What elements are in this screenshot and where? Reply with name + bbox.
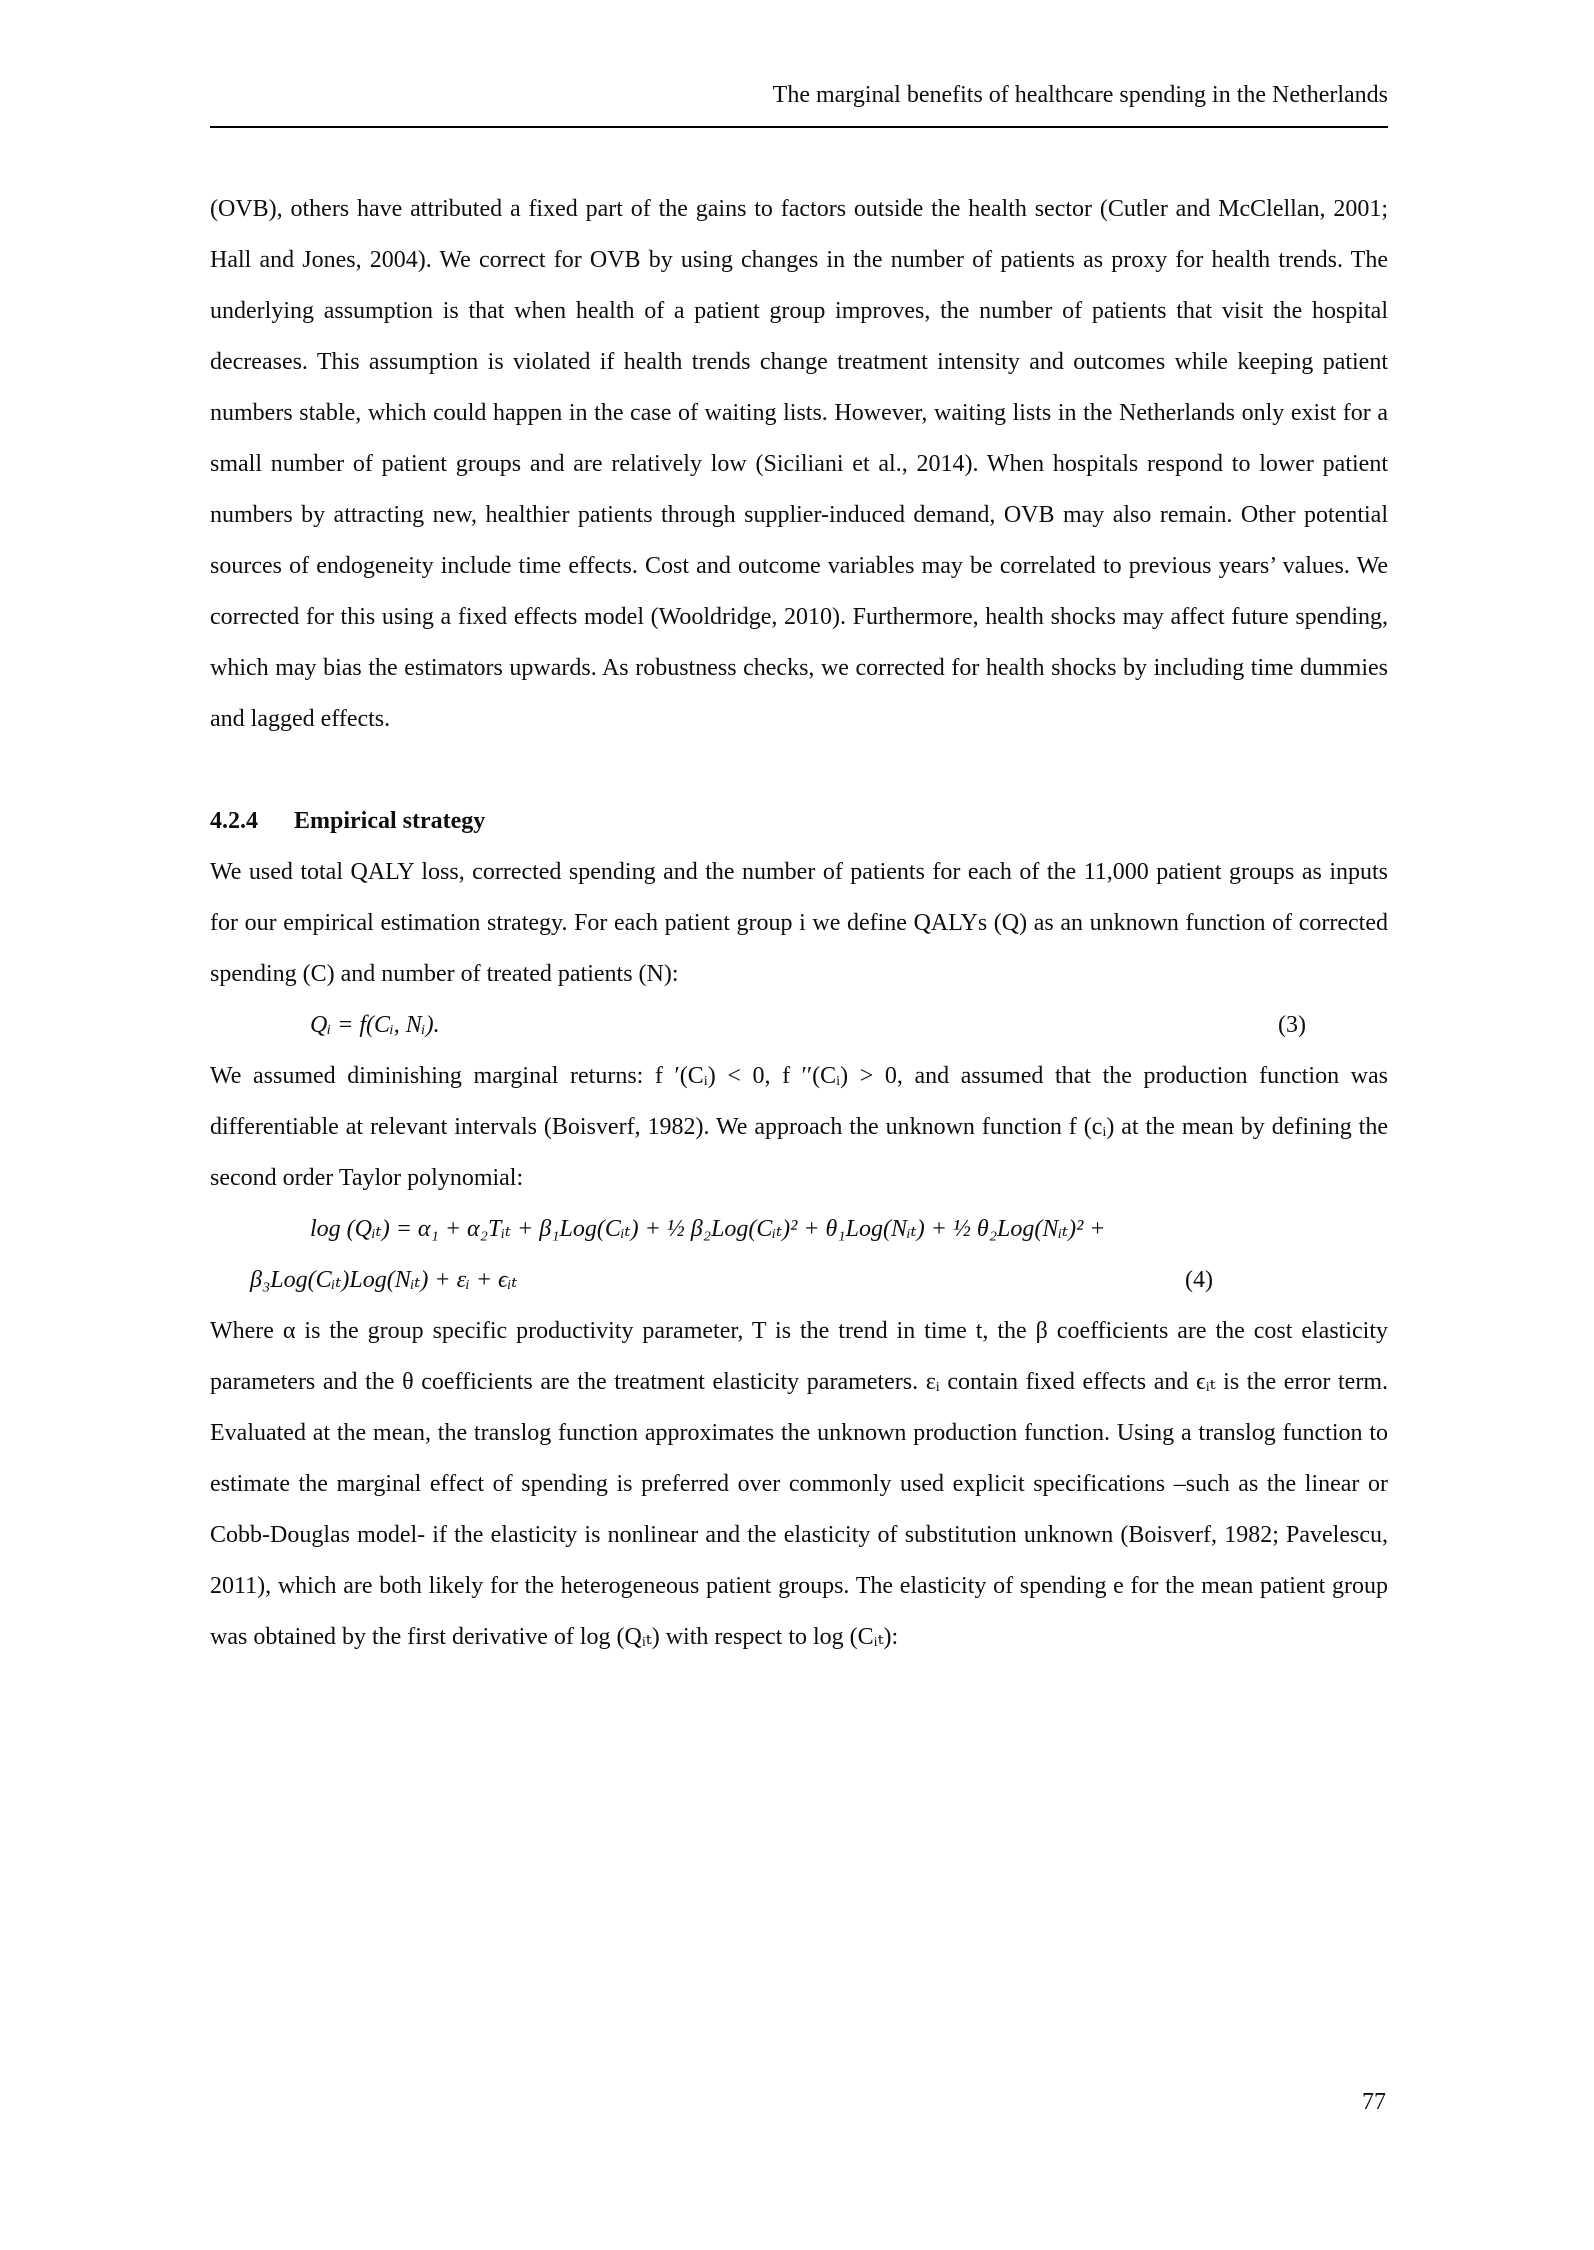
paragraph-parameters-explanation: Where α is the group specific productivity parameter, T is the trend in time t, the β coefficients are the cost elasticity parameters and the θ coefficients are the treatment elasticity parameters. εᵢ contain fixed effects and ϵᵢₜ is the error term. Evaluated at the mean, the translog function approximates the unknown production function. Using a translog function to estimate the marginal effect of spending is preferred over commonly used explicit specifications –such as the linear or Cobb-Douglas model- if the elasticity is nonlinear and the elasticity of substitution unknown (Boisverf, 1982; Pavelescu, 2011), which are both likely for the heterogeneous patient groups. The elasticity of spending e for the mean patient group was obtained by the first derivative of log (Qᵢₜ) with respect to log (Cᵢₜ): (210, 1318, 1388, 1650)
paragraph-assumptions: We assumed diminishing marginal returns: f ′(Cᵢ) < 0, f ′′(Cᵢ) > 0, and assumed that the production function was differentiable at relevant intervals (Boisverf, 1982). We approach the unknown function f (cᵢ) at the mean by defining the second order Taylor polynomial: (210, 1063, 1388, 1191)
equation-4 (210, 1204, 1388, 1306)
page-number: 77 (1362, 2089, 1386, 2115)
equation-4-label: (4) (1185, 1267, 1213, 1293)
page-header (210, 80, 1388, 128)
equation-4-spacer (517, 1255, 1185, 1306)
paragraph-ovb-correction: (OVB), others have attributed a fixed part of the gains to factors outside the health sector (Cutler and McClellan, 2001; Hall and Jones, 2004). We correct for OVB by using changes in the number of patients as proxy for health trends. The underlying assumption is that when health of a patient group improves, the number of patients that visit the hospital decreases. This assumption is violated if health trends change treatment intensity and outcomes while keeping patient numbers stable, which could happen in the case of waiting lists. However, waiting lists in the Netherlands only exist for a small number of patient groups and are relatively low (Siciliani et al., 2014). When hospitals respond to lower patient numbers by attracting new, healthier patients through supplier-induced demand, OVB may also remain. Other potential sources of endogeneity include time effects. Cost and outcome variables may be correlated to previous years’ values. We corrected for this using a fixed effects model (Wooldridge, 2010). Furthermore, health shocks may affect future spending, which may bias the estimators upwards. As robustness checks, we corrected for health shocks by including time dummies and lagged effects. (210, 196, 1388, 732)
equation-3-expression: Qᵢ = f(Cᵢ, Nᵢ). (310, 1012, 440, 1038)
header-rule (210, 126, 1388, 128)
section-heading (210, 796, 1388, 847)
section-number: 4.2.4 (210, 808, 258, 834)
equation-3-spacer (440, 1000, 1278, 1051)
equation-3 (210, 1000, 1388, 1051)
equation-3-label: (3) (1278, 1012, 1306, 1038)
section-title: Empirical strategy (294, 808, 486, 834)
running-head: The marginal benefits of healthcare spending in the Netherlands (772, 82, 1388, 108)
equation-4-line2: β₃Log(Cᵢₜ)Log(Nᵢₜ) + εᵢ + ϵᵢₜ (250, 1267, 518, 1293)
paragraph-empirical-inputs: We used total QALY loss, corrected spending and the number of patients for each of the 11,000 patient groups as inputs for our empirical estimation strategy. For each patient group i we define QALYs (Q) as an unknown function of corrected spending (C) and number of treated patients (N): (210, 859, 1388, 987)
equation-4-line2-row (210, 1255, 1388, 1306)
equation-4-line1: log (Qᵢₜ) = α₁ + α₂Tᵢₜ + β₁Log(Cᵢₜ) + ½ β₂Log(Cᵢₜ)² + θ₁Log(Nᵢₜ) + ½ θ₂Log(Nᵢₜ)² + (310, 1216, 1106, 1242)
page-content (210, 184, 1388, 1663)
